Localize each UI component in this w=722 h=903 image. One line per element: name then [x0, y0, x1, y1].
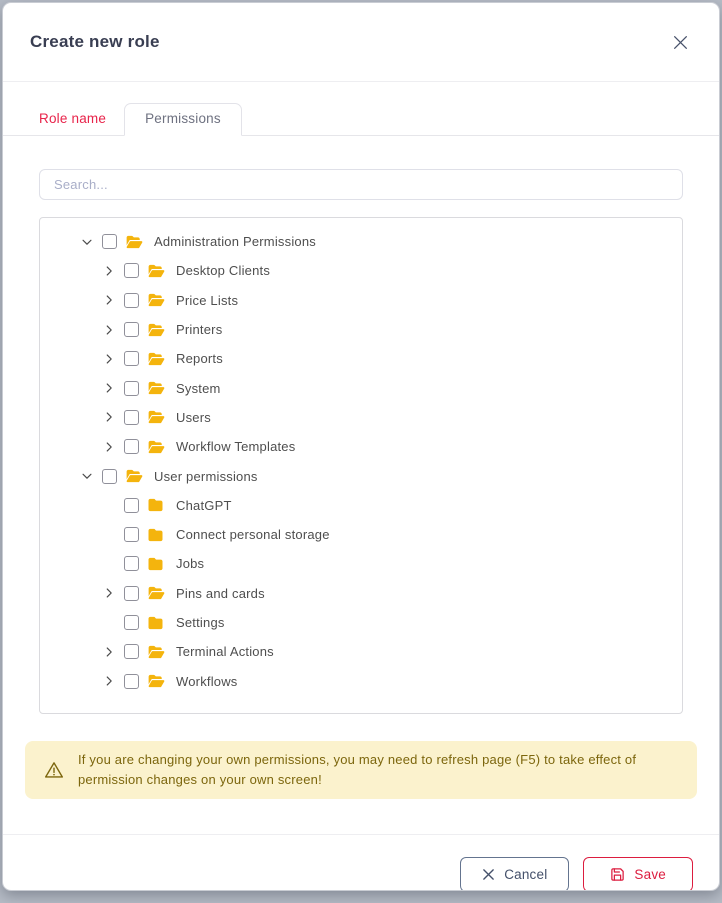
chevron-right-icon[interactable] [102, 352, 124, 366]
search-input[interactable] [39, 169, 683, 200]
tree-item-reports[interactable] [40, 344, 682, 373]
warning-triangle-icon [43, 759, 65, 781]
tree-item-checkbox[interactable] [124, 439, 139, 454]
folder-open-icon [148, 381, 166, 395]
tree-item-label: User permissions [154, 468, 258, 484]
folder-icon [148, 557, 166, 571]
tree-item-workflow-templates[interactable] [40, 432, 682, 461]
tree-item-system[interactable] [40, 373, 682, 402]
tree-item-label: Printers [176, 322, 223, 338]
tab-role-name[interactable]: Role name [39, 104, 106, 135]
close-icon [672, 34, 689, 51]
tree-item-checkbox[interactable] [124, 322, 139, 337]
save-button[interactable] [583, 857, 693, 891]
save-floppy-icon [610, 867, 625, 882]
tree-item-settings[interactable] [40, 608, 682, 637]
chevron-right-icon[interactable] [102, 586, 124, 600]
tree-item-label: Workflow Templates [176, 439, 296, 455]
tree-item-printers[interactable] [40, 315, 682, 344]
tree-item-label: Terminal Actions [176, 644, 274, 660]
chevron-right-icon[interactable] [102, 410, 124, 424]
warning-text: If you are changing your own permissions, you may need to refresh page (F5) to take effect of permission changes on your own screen! [78, 752, 637, 788]
folder-open-icon [148, 293, 166, 307]
tree-item-checkbox[interactable] [124, 263, 139, 278]
chevron-right-icon[interactable] [102, 293, 124, 307]
folder-open-icon [126, 235, 144, 249]
cancel-x-icon [482, 868, 495, 881]
cancel-button-label: Cancel [504, 867, 548, 883]
tree-item-jobs[interactable] [40, 549, 682, 578]
tree-item-workflows[interactable] [40, 666, 682, 695]
chevron-right-icon[interactable] [102, 674, 124, 688]
create-role-modal [2, 2, 720, 891]
tree-item-checkbox[interactable] [102, 234, 117, 249]
tree-item-checkbox[interactable] [124, 527, 139, 542]
tree-item-label: Desktop Clients [176, 263, 271, 279]
tree-item-administration-permissions[interactable] [40, 227, 682, 256]
tree-item-checkbox[interactable] [124, 615, 139, 630]
tree-item-price-lists[interactable] [40, 286, 682, 315]
tree-item-checkbox[interactable] [124, 674, 139, 689]
chevron-right-icon[interactable] [102, 381, 124, 395]
search-wrap [39, 169, 683, 200]
chevron-down-icon[interactable] [80, 469, 102, 483]
chevron-right-icon[interactable] [102, 323, 124, 337]
permissions-tree [39, 217, 683, 714]
cancel-button[interactable] [460, 857, 569, 891]
tree-item-label: Price Lists [176, 292, 239, 308]
close-button[interactable] [668, 30, 692, 54]
chevron-right-icon[interactable] [102, 264, 124, 278]
chevron-down-icon[interactable] [80, 235, 102, 249]
tree-item-checkbox[interactable] [124, 644, 139, 659]
tree-item-label: Users [176, 409, 211, 425]
tree-item-label: Pins and cards [176, 585, 265, 601]
tree-item-user-permissions[interactable] [40, 461, 682, 490]
tree-item-checkbox[interactable] [124, 293, 139, 308]
folder-open-icon [148, 264, 166, 278]
folder-open-icon [148, 410, 166, 424]
modal-footer [3, 834, 719, 891]
tree-item-chatgpt[interactable] [40, 491, 682, 520]
tree-item-label: Workflows [176, 673, 238, 689]
tree-item-checkbox[interactable] [124, 498, 139, 513]
tree-item-terminal-actions[interactable] [40, 637, 682, 666]
folder-open-icon [148, 674, 166, 688]
tab-permissions[interactable]: Permissions [124, 103, 242, 136]
folder-open-icon [148, 323, 166, 337]
tree-item-label: Settings [176, 615, 225, 630]
folder-icon [148, 498, 166, 512]
tree-item-connect-personal-storage[interactable] [40, 520, 682, 549]
tree-item-label: Reports [176, 351, 223, 367]
tree-item-checkbox[interactable] [124, 556, 139, 571]
folder-open-icon [148, 586, 166, 600]
tree-item-users[interactable] [40, 403, 682, 432]
tree-item-label: Connect personal storage [176, 527, 330, 543]
tree-item-checkbox[interactable] [124, 381, 139, 396]
tree-item-label: Jobs [176, 556, 205, 572]
warning-banner [25, 741, 697, 799]
modal-title: Create new role [30, 32, 160, 51]
tree-item-desktop-clients[interactable] [40, 256, 682, 285]
tree-item-label: System [176, 380, 221, 396]
folder-open-icon [148, 440, 166, 454]
folder-open-icon [148, 352, 166, 366]
tree-item-checkbox[interactable] [124, 586, 139, 601]
tree-item-checkbox[interactable] [102, 469, 117, 484]
tab-bar [3, 103, 719, 136]
save-button-label: Save [634, 867, 666, 883]
tree-item-pins-and-cards[interactable] [40, 579, 682, 608]
tree-item-checkbox[interactable] [124, 351, 139, 366]
folder-icon [148, 528, 166, 542]
modal-header [3, 3, 719, 82]
tree-item-checkbox[interactable] [124, 410, 139, 425]
folder-icon [148, 616, 166, 630]
chevron-right-icon[interactable] [102, 645, 124, 659]
folder-open-icon [148, 645, 166, 659]
tree-item-label: ChatGPT [176, 497, 232, 513]
tree-item-label: Administration Permissions [154, 234, 316, 250]
folder-open-icon [126, 469, 144, 483]
chevron-right-icon[interactable] [102, 440, 124, 454]
